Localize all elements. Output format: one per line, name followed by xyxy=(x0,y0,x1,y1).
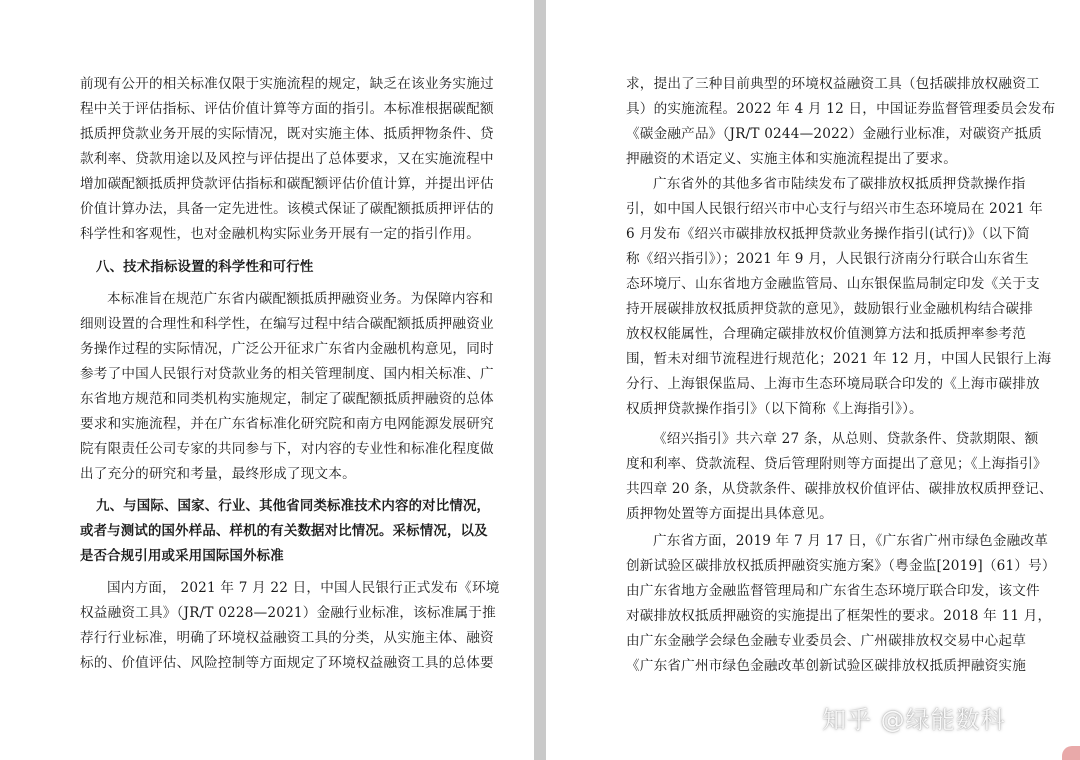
zhihu-watermark: 知乎 @绿能数科 xyxy=(822,706,1006,734)
text-line: 科学性和客观性，也对金融机构实际业务开展有一定的指引作用。 xyxy=(80,226,481,242)
text-line: 对碳排放权抵质押融资的实施提出了框架性的要求。2018 年 11 月， xyxy=(626,608,1052,624)
text-line: 权质押贷款操作指引》（以下简称《上海指引》）。 xyxy=(626,401,923,417)
text-line: 《广东省广州市绿色金融改革创新试验区碳排放权抵质押融资实施 xyxy=(626,658,1027,674)
text-line: 前现有公开的相关标准仅限于实施流程的规定，缺乏在该业务实施过 xyxy=(80,76,494,92)
text-line: 共四章 20 条，从贷款条件、碳排放权价值评估、碳排放权质押登记、 xyxy=(626,481,1053,497)
text-line: 增加碳配额抵质押贷款评估指标和碳配额评估价值计算，并提出评估 xyxy=(80,176,494,192)
text-line: 6 月发布《绍兴市碳排放权抵押贷款业务操作指引(试行)》（以下简 xyxy=(626,226,1030,242)
text-line: 本标准旨在规范广东省内碳配额抵质押融资业务。为保障内容和 xyxy=(107,291,494,307)
text-line: 态环境厅、山东省地方金融监管局、山东银保监局制定印发《关于支 xyxy=(626,276,1040,292)
text-line: 抵质押贷款业务开展的实际情况，既对实施主体、抵质押物条件、贷 xyxy=(80,126,494,142)
text-line: 由广东金融学会绿色金融专业委员会、广州碳排放权交易中心起草 xyxy=(626,633,1027,649)
text-line: 《绍兴指引》共六章 27 条，从总则、贷款条件、贷款期限、额 xyxy=(653,431,1039,447)
text-line: 质押物处置等方面提出具体意见。 xyxy=(626,506,833,522)
text-line: 款利率、贷款用途以及风控与评估提出了总体要求，又在实施流程中 xyxy=(80,151,494,167)
text-line: 创新试验区碳排放权抵质押融资实施方案》（粤金监[2019]（61）号） xyxy=(626,558,1056,574)
text-line: 务操作过程的实际情况，广泛公开征求广东省内金融机构意见，同时 xyxy=(80,341,494,357)
text-line: 出了充分的研究和考量，最终形成了现文本。 xyxy=(80,466,356,482)
text-line: 要求和实施流程，并在广东省标准化研究院和南方电网能源发展研究 xyxy=(80,416,494,432)
text-line: 院有限责任公司专家的共同参与下，对内容的专业性和标准化程度做 xyxy=(80,441,494,457)
section-heading-9: 是否合规引用或采用国际国外标准 xyxy=(80,549,284,564)
text-line: 度和利率、贷款流程、贷后管理附则等方面提出了意见；《上海指引》 xyxy=(626,456,1047,472)
text-line: 押融资的术语定义、实施主体和实施流程提出了要求。 xyxy=(626,151,958,167)
corner-decoration xyxy=(1062,746,1080,760)
text-line: 持开展碳排放权抵质押贷款的意见》，鼓励银行业金融机构结合碳排 xyxy=(626,301,1034,317)
text-line: 权益融资工具》（JR/T 0228—2021）金融行业标准，该标准属于推 xyxy=(80,605,496,621)
text-line: 广东省方面，2019 年 7 月 17 日，《广东省广州市绿色金融改革 xyxy=(653,533,1049,549)
section-heading-9: 或者与测试的国外样品、样机的有关数据对比情况。采标情况，以及 xyxy=(80,524,488,539)
text-line: 程中关于评估指标、评估价值计算等方面的指引。本标准根据碳配额 xyxy=(80,101,494,117)
text-line: 国内方面， 2021 年 7 月 22 日，中国人民银行正式发布《环境 xyxy=(107,580,500,596)
text-line: 细则设置的合理性和科学性，在编写过程中结合碳配额抵质押融资业 xyxy=(80,316,494,332)
text-line: 荐行行业标准，明确了环境权益融资工具的分类，从实施主体、融资 xyxy=(80,630,494,646)
text-line: 称《绍兴指引》）；2021 年 9 月，人民银行济南分行联合山东省生 xyxy=(626,251,1029,267)
section-heading-9: 九、与国际、国家、行业、其他省同类标准技术内容的对比情况， xyxy=(96,499,491,514)
text-line: 广东省外的其他多省市陆续发布了碳排放权抵质押贷款操作指 xyxy=(653,176,1026,192)
text-line: 分行、上海银保监局、上海市生态环境局联合印发的《上海市碳排放 xyxy=(626,376,1040,392)
text-line: 东省地方规范和同类机构实施规定，制定了碳配额抵质押融资的总体 xyxy=(80,391,494,407)
text-line: 放权权能属性，合理确定碳排放权价值测算方法和抵质押率参考范 xyxy=(626,326,1027,342)
text-line: 价值计算办法，具备一定先进性。该模式保证了碳配额抵质押评估的 xyxy=(80,201,494,217)
page-gutter xyxy=(534,0,546,760)
section-heading-8: 八、技术指标设置的科学性和可行性 xyxy=(96,260,314,275)
text-line: 标的、价值评估、风险控制等方面规定了环境权益融资工具的总体要 xyxy=(80,655,494,671)
text-line: 围，暂未对细节流程进行规范化；2021 年 12 月，中国人民银行上海 xyxy=(626,351,1052,367)
text-line: 《碳金融产品》（JR/T 0244—2022）金融行业标准，对碳资产抵质 xyxy=(626,126,1042,142)
text-line: 引，如中国人民银行绍兴市中心支行与绍兴市生态环境局在 2021 年 xyxy=(626,201,1043,217)
text-line: 求，提出了三种目前典型的环境权益融资工具（包括碳排放权融资工 xyxy=(626,76,1040,92)
text-line: 具）的实施流程。2022 年 4 月 12 日，中国证券监督管理委员会发布 xyxy=(626,101,1056,117)
text-line: 参考了中国人民银行对贷款业务的相关管理制度、国内相关标准、广 xyxy=(80,366,494,382)
text-line: 由广东省地方金融监督管理局和广东省生态环境厅联合印发，该文件 xyxy=(626,583,1040,599)
